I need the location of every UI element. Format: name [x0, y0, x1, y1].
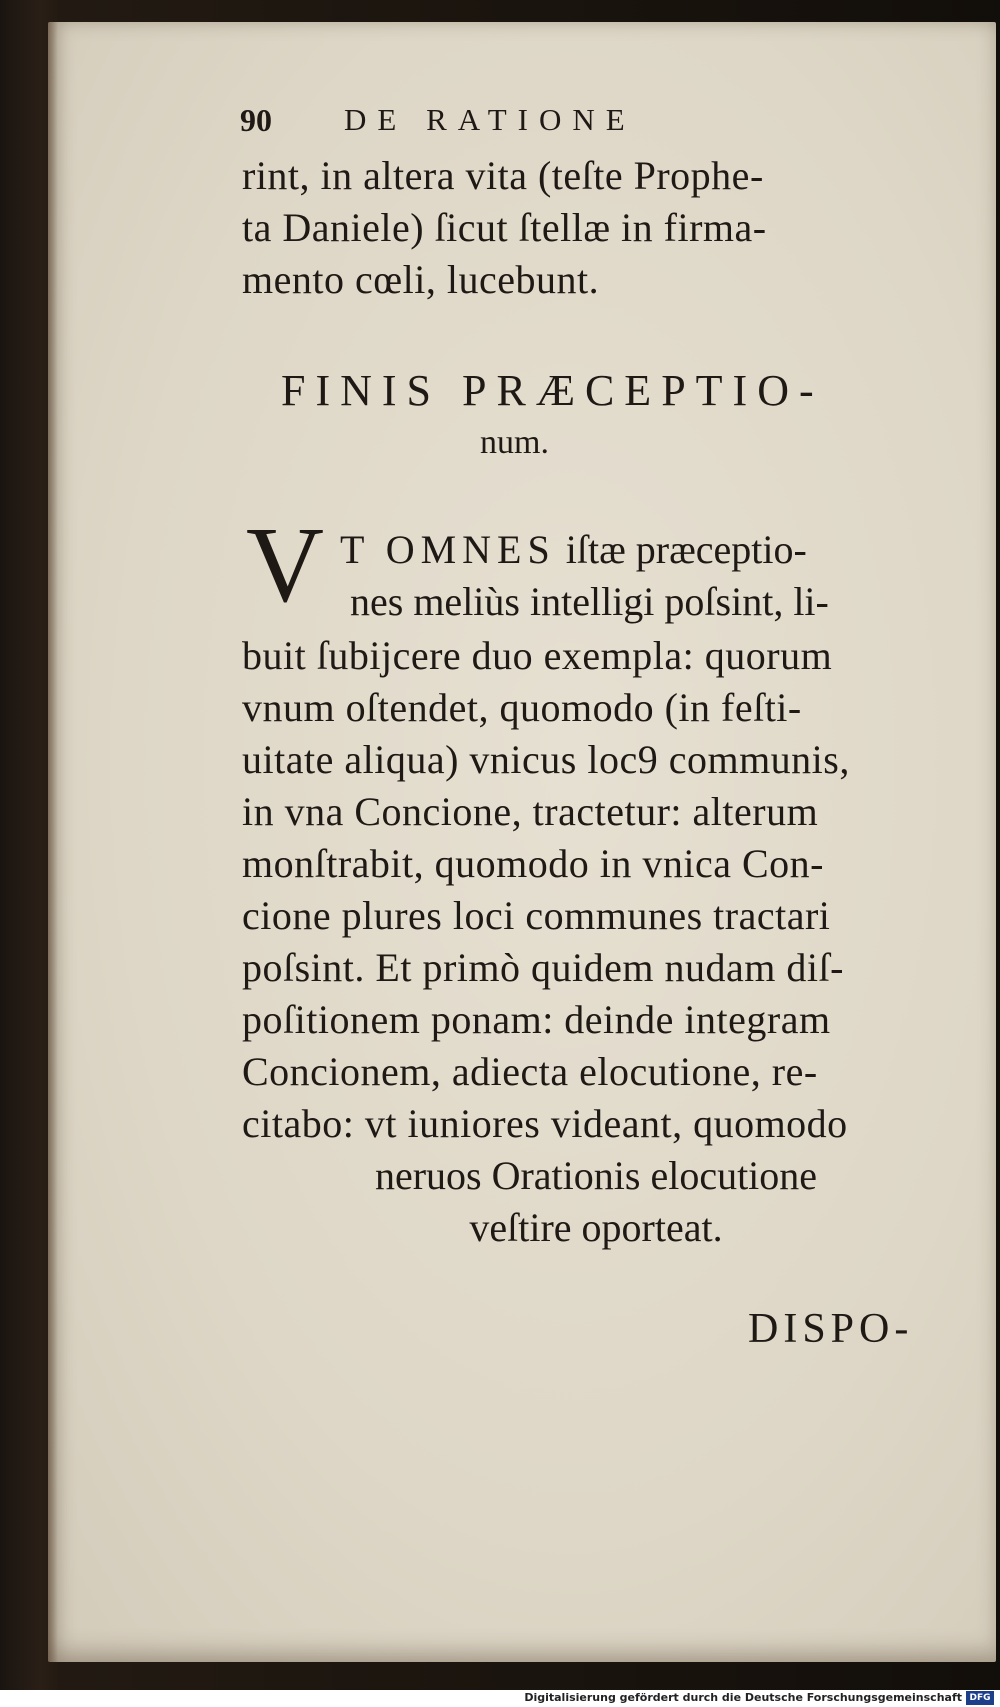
digitization-credit: Digitalisierung gefördert durch die Deutsche Forschungsgemeinschaft	[524, 1691, 962, 1704]
finis-heading-continuation: num.	[480, 424, 549, 461]
text-line: in vna Concione, tractetur: alterum	[242, 789, 819, 834]
text-line-centered: neruos Orationis elocutione	[374, 1153, 818, 1198]
text-line: buit ſubijcere duo exempla: quorum	[242, 633, 833, 678]
small-caps-opening: T OMNES	[340, 527, 556, 572]
catchword: DISPO-	[748, 1306, 914, 1352]
text-line: cione plures loci communes tractari	[242, 893, 831, 938]
text-line: monſtrabit, quomodo in vnica Con-	[242, 841, 824, 886]
dfg-logo-icon: DFG	[966, 1691, 994, 1705]
page-header	[240, 102, 840, 142]
text-line-centered: veſtire oporteat.	[469, 1205, 723, 1250]
page-gutter-shadow	[48, 22, 58, 1662]
text-line: nes meliùs intelligi poſsint, li-	[350, 579, 829, 624]
text-line: mento cœli, lucebunt.	[242, 257, 600, 302]
text-line: vnum oſtendet, quomodo (in feſti-	[242, 685, 802, 730]
folio-number: 90	[240, 102, 272, 138]
text-line: uitate aliqua) vnicus loc9 communis,	[242, 737, 850, 782]
finis-heading: FINIS PRÆCEPTIO-	[281, 366, 824, 415]
text-line: ta Daniele) ſicut ſtellæ in firma-	[242, 205, 767, 250]
text-line: poſitionem ponam: deinde integram	[242, 997, 831, 1042]
text-line: rint, in altera vita (teſte Prophe-	[242, 153, 764, 198]
text-line: citabo: vt iuniores videant, quomodo	[242, 1101, 848, 1146]
drop-cap: V	[246, 506, 324, 625]
first-line-rest: iſtæ præceptio-	[565, 527, 807, 572]
text-line: Concionem, adiecta elocutione, re-	[242, 1049, 818, 1094]
paragraph-first-line	[340, 526, 807, 573]
running-head: DE RATIONE	[344, 102, 636, 137]
text-line: poſsint. Et primò quidem nudam diſ-	[242, 945, 844, 990]
